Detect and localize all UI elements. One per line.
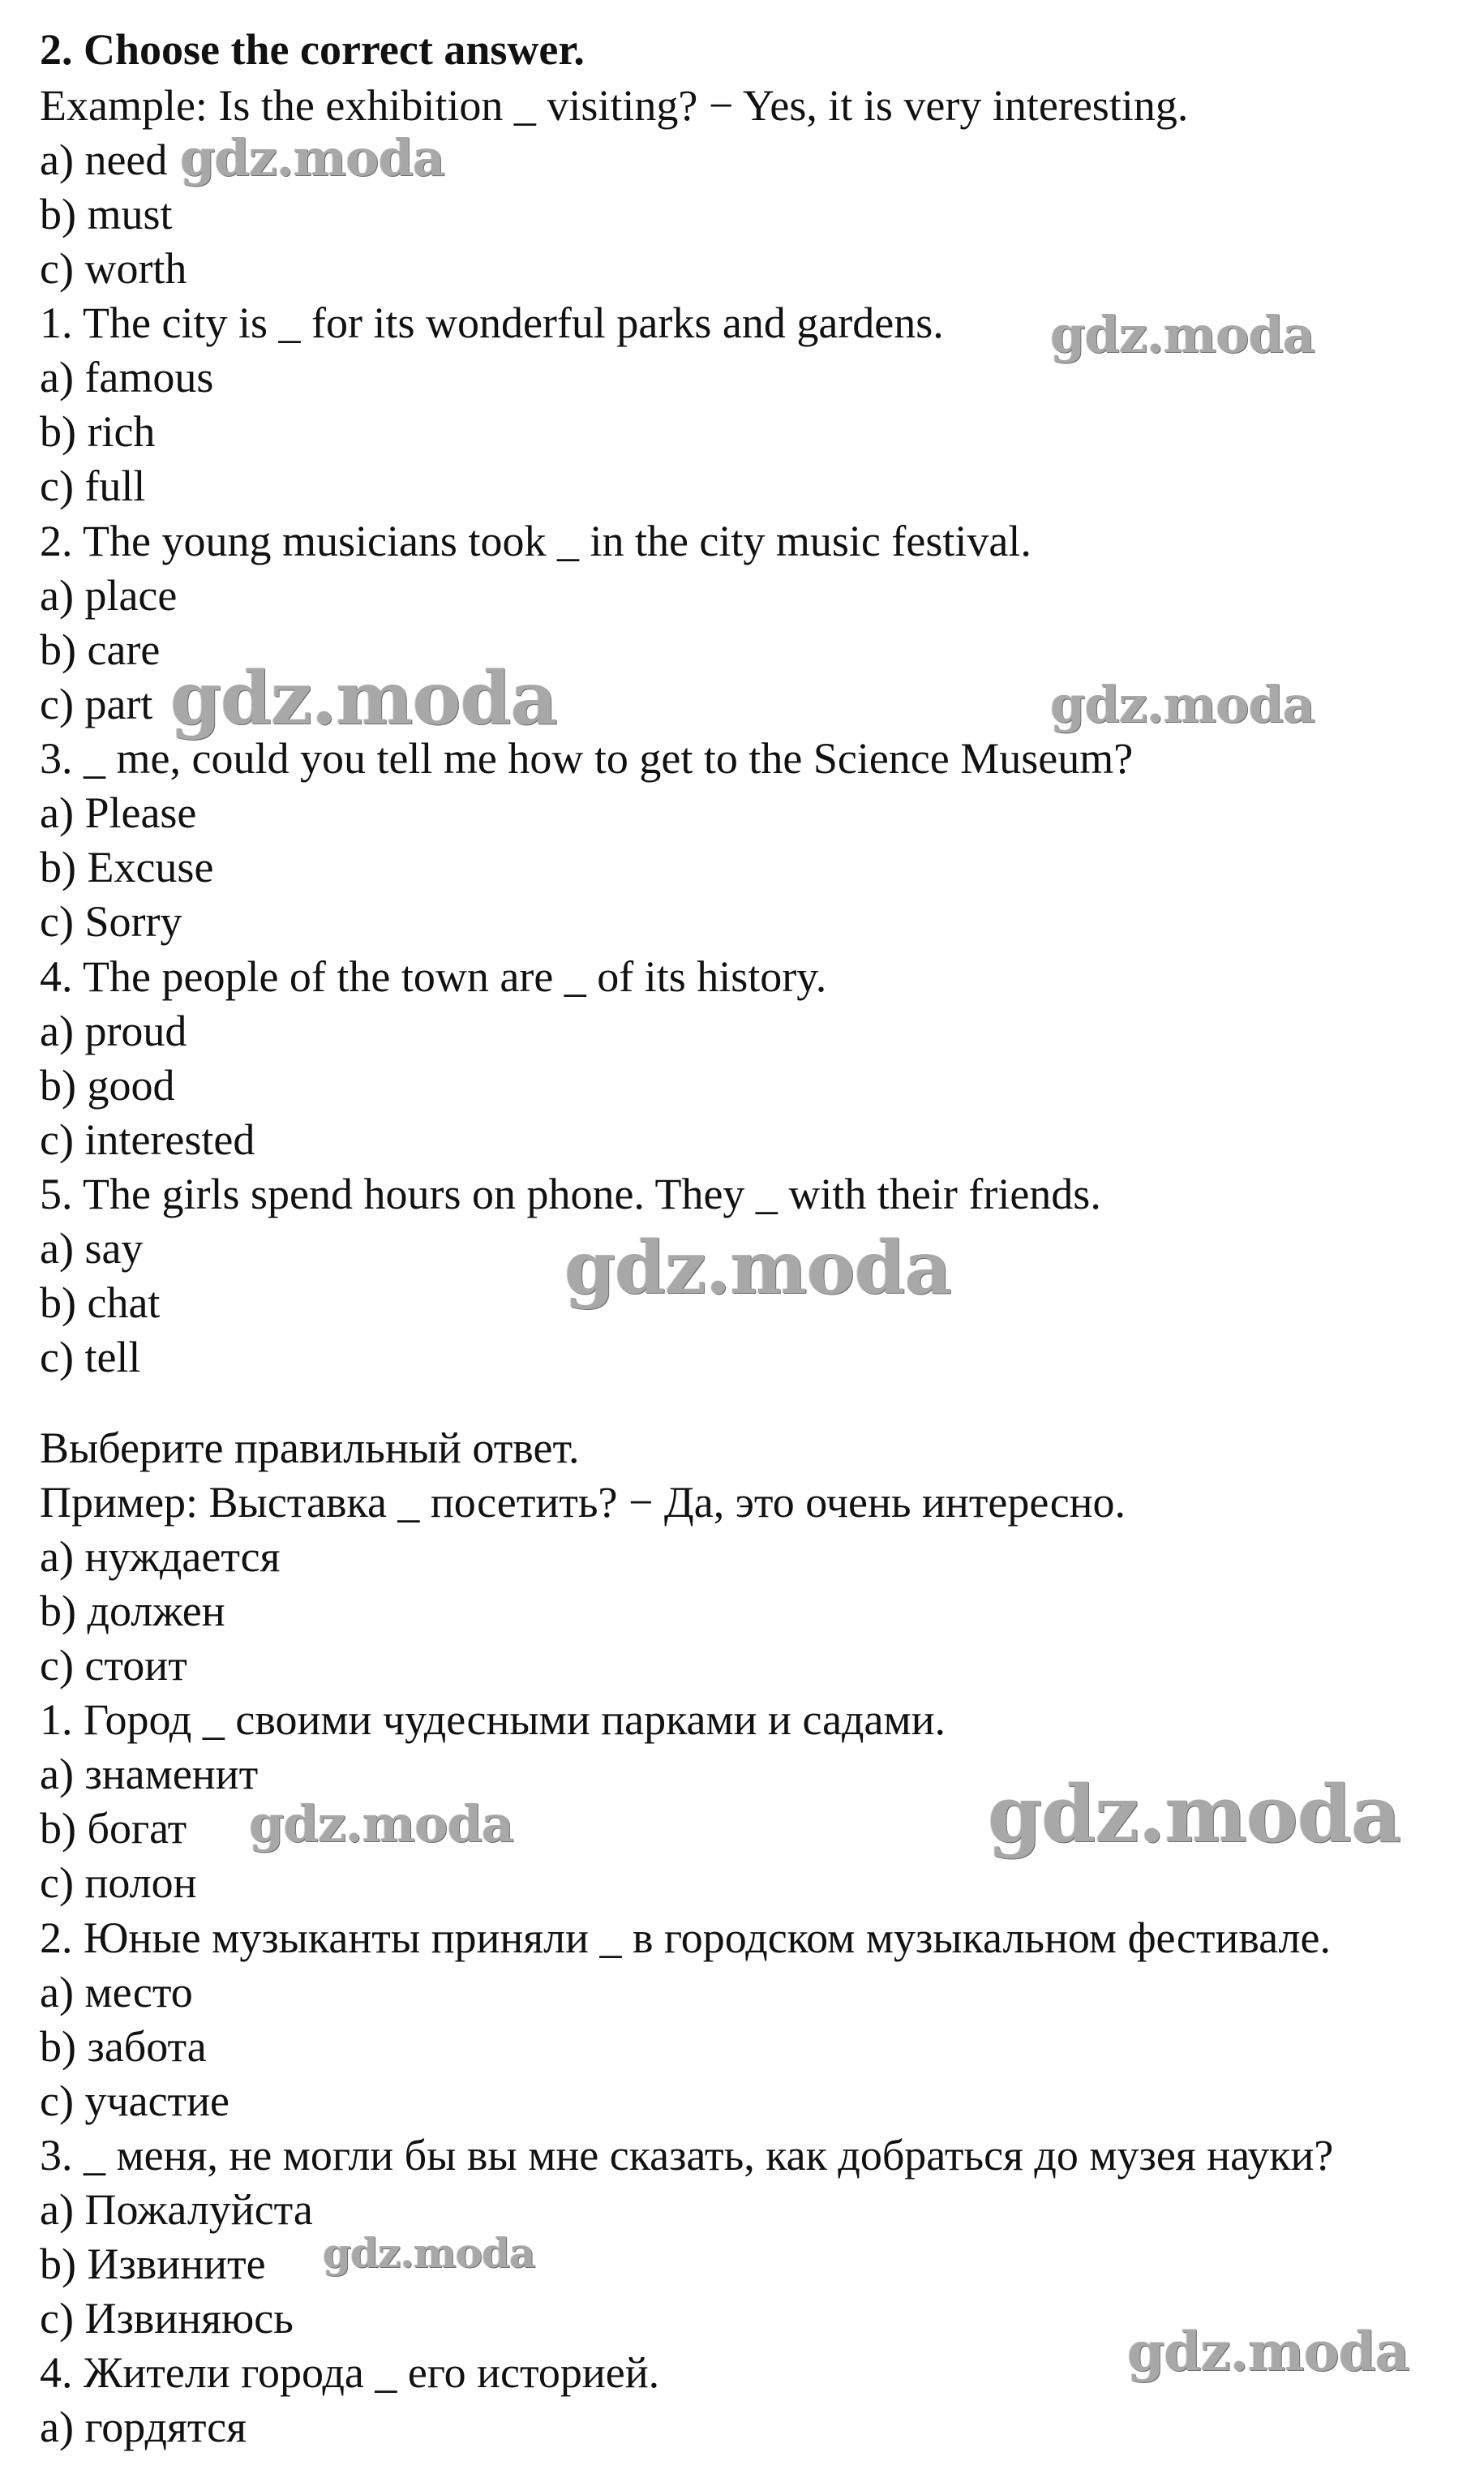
option-line: c) full [40,462,146,510]
option-line: a) need [40,135,168,184]
option-line: c) tell [40,1333,141,1381]
option-line: a) нуждается [40,1532,281,1581]
watermark: gdz.moda [323,2229,535,2277]
watermark: gdz.moda [1050,305,1315,364]
option-line: b) must [40,190,173,238]
option-line: a) famous [40,353,214,402]
option-line: c) worth [40,244,187,293]
option-line: b) rich [40,407,156,456]
option-line: a) proud [40,1007,187,1055]
option-line: b) care [40,625,161,674]
watermark: gdz.moda [988,1768,1401,1860]
option-line: b) Извините [40,2240,266,2288]
watermark: gdz.moda [170,655,557,741]
watermark: gdz.moda [564,1225,951,1311]
option-line: b) Excuse [40,843,214,891]
example-question: Example: Is the exhibition _ visiting? − Yes, it is very interesting. [40,81,1189,130]
option-line: a) place [40,571,178,620]
option-line: a) Please [40,788,197,837]
option-line: a) гордятся [40,2403,247,2451]
question-line: 1. Город _ своими чудесными парками и садами. [40,1695,946,1744]
option-line: c) Sorry [40,897,182,946]
option-line: b) должен [40,1587,225,1635]
question-line: 4. The people of the town are _ of its history. [40,952,827,1001]
option-line: b) богат [40,1804,187,1853]
question-line: 3. _ me, could you tell me how to get to the Science Museum? [40,734,1134,783]
option-line: c) part [40,680,153,728]
option-line: a) say [40,1224,144,1273]
option-line: b) забота [40,2022,207,2071]
example-question: Пример: Выставка _ посетить? − Да, это очень интересно. [40,1478,1126,1527]
watermark: gdz.moda [180,128,444,187]
option-line: a) место [40,1968,193,2016]
option-line: b) good [40,1061,175,1110]
question-line: 4. Жители города _ его историей. [40,2348,660,2397]
translation-title: Выберите правильный ответ. [40,1424,580,1472]
option-line: c) interested [40,1115,255,1164]
exercise-title: 2. Choose the correct answer. [40,25,585,74]
option-line: b) chat [40,1278,161,1327]
option-line: c) участие [40,2077,230,2125]
option-line: a) Пожалуйста [40,2185,313,2234]
option-line: c) стоит [40,1641,187,1690]
watermark: gdz.moda [249,1794,513,1853]
watermark: gdz.moda [1127,2320,1409,2383]
question-line: 1. The city is _ for its wonderful parks and gardens. [40,298,944,347]
option-line: a) знаменит [40,1750,259,1798]
option-line: c) полон [40,1858,197,1907]
watermark: gdz.moda [1050,675,1315,734]
option-line: c) Извиняюсь [40,2294,294,2343]
question-line: 5. The girls spend hours on phone. They _ with their friends. [40,1170,1101,1218]
question-line: 3. _ меня, не могли бы вы мне сказать, как добраться до музея науки? [40,2131,1334,2180]
question-line: 2. The young musicians took _ in the city music festival. [40,517,1032,565]
question-line: 2. Юные музыканты приняли _ в городском музыкальном фестивале. [40,1913,1331,1962]
